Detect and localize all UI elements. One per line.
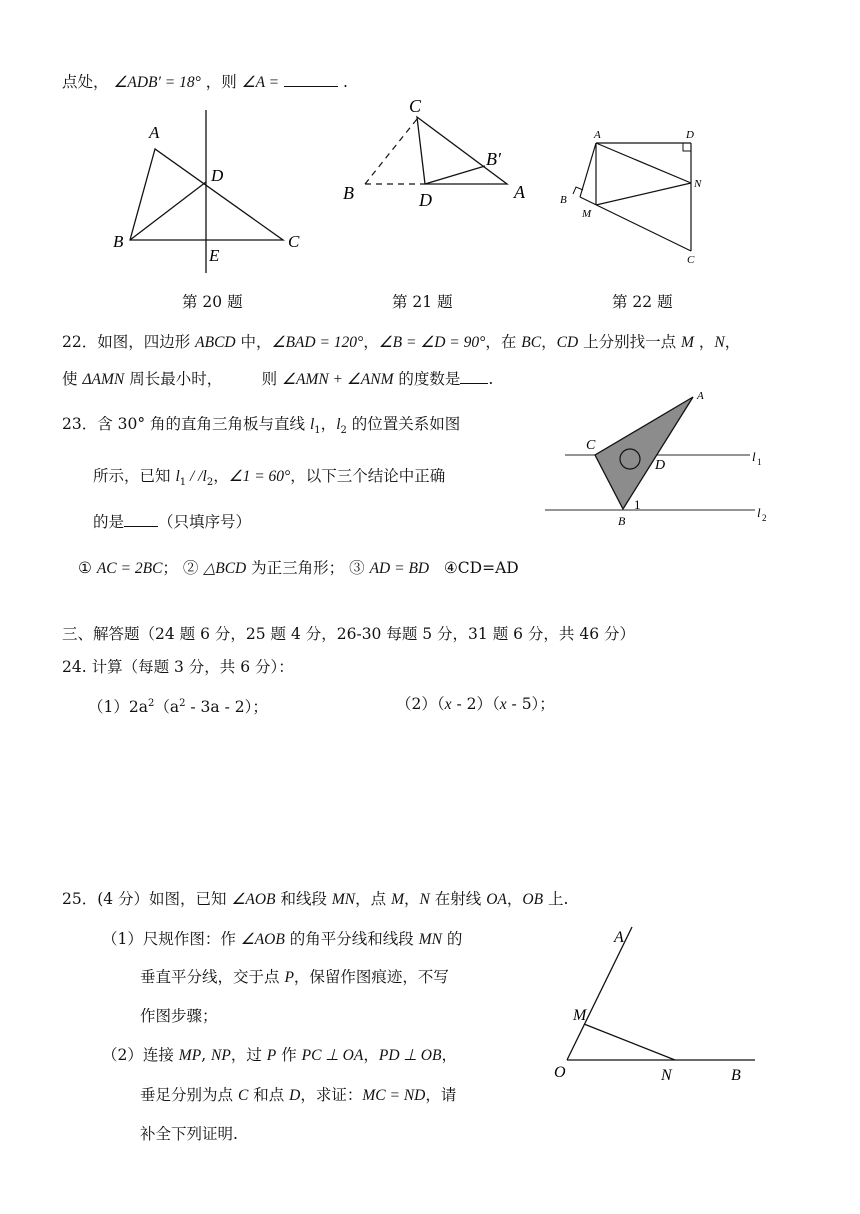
option-number: ③ [349, 559, 365, 577]
label-N: N [694, 178, 702, 190]
text: 中， [235, 333, 272, 351]
math: l [309, 416, 315, 433]
text: 所示，已知 [93, 467, 176, 485]
math: N [714, 334, 725, 351]
text: . [488, 370, 494, 388]
subscript: 2 [206, 477, 214, 489]
q25-p1-line1 [102, 929, 462, 950]
text: 和线段 [275, 890, 332, 908]
q25-p1-line2 [140, 967, 449, 988]
label-B: B [618, 514, 626, 528]
q22-line2 [62, 369, 493, 390]
label-B: B [560, 194, 567, 206]
label-A: A [594, 129, 601, 141]
text: ， [724, 333, 741, 351]
label-O: O [554, 1064, 566, 1081]
q24-part1 [88, 694, 268, 717]
math: ∠AOB [231, 891, 276, 908]
math: C [237, 1087, 249, 1104]
text: 的度数是 [393, 370, 461, 388]
text: ，求证： [300, 1086, 363, 1104]
text: ，则 [205, 73, 237, 91]
text: ， [404, 890, 420, 908]
q24-part2 [396, 694, 555, 715]
figure-20 [105, 105, 305, 280]
label-A: A [614, 929, 624, 946]
q22-line1 [62, 332, 740, 353]
superscript: 2 [147, 698, 155, 709]
math: l [336, 416, 341, 433]
label-E: E [209, 246, 220, 265]
q25-p1-line3: 作图步骤； [140, 1007, 218, 1025]
math: △BCD [203, 560, 247, 577]
figure-21 [335, 92, 545, 212]
text: 23．含 30° 角的直角三角板与直线 [62, 415, 310, 433]
math: AD = BD [369, 560, 430, 577]
answer-blank [460, 369, 488, 384]
math: ∠A = [241, 74, 280, 91]
top-line [62, 72, 348, 93]
text: ， [320, 415, 337, 433]
text: ， [363, 333, 379, 351]
label-l2: l [757, 505, 761, 520]
math: PD ⊥ OB [378, 1047, 442, 1064]
q23-options [78, 558, 519, 579]
text: （2）（ [396, 695, 445, 713]
option-number: ① [78, 559, 92, 577]
math: l [175, 468, 180, 485]
text: ，以下三个结论中正确 [290, 467, 446, 485]
label-l1: l [752, 449, 756, 464]
math: CD [556, 334, 579, 351]
math: P [266, 1047, 277, 1064]
text: 点处， [62, 73, 109, 91]
caption-20: 第 20 题 [182, 293, 243, 311]
text: - 5）； [506, 695, 555, 713]
math: ∠ADB′ = 18° [113, 74, 201, 91]
text: ， [693, 333, 715, 351]
text: 25．(4 分）如图，已知 [62, 890, 232, 908]
label-M: M [582, 208, 592, 220]
label-D: D [686, 129, 694, 141]
text: （a [154, 698, 180, 717]
label-Bprime: B′ [486, 149, 501, 169]
text: ， [213, 467, 229, 485]
text: 作 [276, 1046, 302, 1064]
text: 在射线 [429, 890, 487, 908]
text: ，过 [230, 1046, 267, 1064]
label-C: C [409, 96, 422, 116]
q23-line2 [93, 466, 445, 493]
math: ∠AMN + ∠ANM [282, 371, 394, 388]
math: ∠B = ∠D = 90° [378, 334, 486, 351]
math: AC = 2BC [96, 560, 163, 577]
math: ABCD [195, 334, 236, 351]
text: 为正三角形； [246, 559, 345, 577]
text: （1）尺规作图：作 [102, 930, 241, 948]
label-C: C [586, 438, 596, 453]
text: 使 [62, 370, 83, 388]
label-N: N [661, 1067, 672, 1084]
section-3-heading: 三、解答题（24 题 6 分，25 题 4 分，26-30 每题 5 分，31 题 6 分，共 46 分） [62, 625, 636, 643]
math: l [202, 468, 207, 485]
figure-25 [545, 920, 765, 1085]
q25-p2-line1 [102, 1045, 457, 1066]
subscript: 1 [179, 477, 187, 489]
text: （2）连接 [102, 1046, 179, 1064]
math: D [289, 1087, 301, 1104]
figure-22 [552, 125, 722, 270]
option-number: ② [182, 559, 199, 577]
text: ， [506, 890, 523, 908]
q24-title: 24. 计算（每题 3 分，共 6 分）： [62, 658, 294, 676]
text: , [201, 1046, 212, 1064]
math: ∠AOB [240, 931, 285, 948]
math: x [499, 696, 507, 713]
label-l1-sub: 1 [757, 457, 762, 467]
label-C: C [288, 232, 300, 251]
math: PC ⊥ OA [301, 1047, 364, 1064]
text: ，点 [355, 890, 392, 908]
text: 上分别找一点 [578, 333, 682, 351]
caption-21: 第 21 题 [392, 293, 453, 311]
label-1: 1 [634, 497, 641, 512]
label-l2-sub: 2 [762, 513, 767, 523]
math: MP [178, 1047, 202, 1064]
text: ，保留作图痕迹，不写 [293, 968, 449, 986]
label-D: D [655, 458, 666, 473]
answer-blank [284, 72, 338, 87]
text: 22．如图，四边形 [62, 333, 196, 351]
label-D: D [211, 166, 224, 185]
caption-22: 第 22 题 [612, 293, 673, 311]
label-A: A [697, 390, 704, 402]
text: 的是 [93, 513, 125, 531]
q23-line3 [93, 512, 251, 532]
math: ∠1 = 60° [228, 468, 291, 485]
label-M: M [573, 1007, 587, 1024]
math: P [284, 969, 294, 986]
text: ， [541, 333, 557, 351]
text: 的位置关系如图 [346, 415, 461, 433]
subscript: 1 [314, 425, 321, 437]
text: 垂直平分线，交于点 [140, 968, 285, 986]
text: ，在 [485, 333, 522, 351]
text: - 2）（ [451, 695, 500, 713]
text: 垂足分别为点 [140, 1086, 238, 1104]
math: M [391, 891, 404, 908]
text: - 3a - 2）； [185, 698, 268, 717]
q25-line1 [62, 889, 568, 910]
text: . [342, 73, 348, 91]
math: OB [522, 891, 544, 908]
math: ∠BAD = 120° [271, 334, 364, 351]
text: 上. [543, 890, 569, 908]
math: N [419, 891, 430, 908]
q25-p2-line2 [140, 1085, 456, 1106]
text: 周长最小时， 则 [124, 370, 283, 388]
math: MN [331, 891, 356, 908]
label-B: B [113, 232, 124, 251]
superscript: 2 [179, 698, 186, 709]
math: / / [186, 468, 203, 485]
math: MN [418, 931, 442, 948]
label-B: B [731, 1067, 741, 1084]
label-B: B [343, 183, 354, 203]
text: 和点 [248, 1086, 290, 1104]
answer-blank [124, 512, 158, 527]
math: M [681, 334, 694, 351]
math: MC = ND [362, 1087, 426, 1104]
label-A: A [514, 182, 525, 202]
q23-line1 [62, 414, 460, 441]
subscript: 2 [340, 425, 347, 437]
label-D: D [419, 190, 432, 210]
math: x [444, 696, 452, 713]
q25-p2-line3: 补全下列证明. [140, 1125, 238, 1143]
math: OA [486, 891, 507, 908]
text: （只填序号） [158, 513, 252, 531]
text: ， [441, 1046, 457, 1064]
label-C: C [687, 254, 695, 266]
math: ΔAMN [82, 371, 125, 388]
text: ， [363, 1046, 379, 1064]
text: ，请 [425, 1086, 457, 1104]
text: （1）2a [88, 698, 148, 717]
text: ； [162, 559, 178, 577]
text: 的角平分线和线段 [284, 930, 419, 948]
label-A: A [149, 123, 160, 142]
text: ④CD=AD [443, 559, 519, 577]
math: BC [521, 334, 542, 351]
math: NP [211, 1047, 231, 1064]
figure-23 [540, 385, 780, 530]
text: 的 [441, 930, 463, 948]
